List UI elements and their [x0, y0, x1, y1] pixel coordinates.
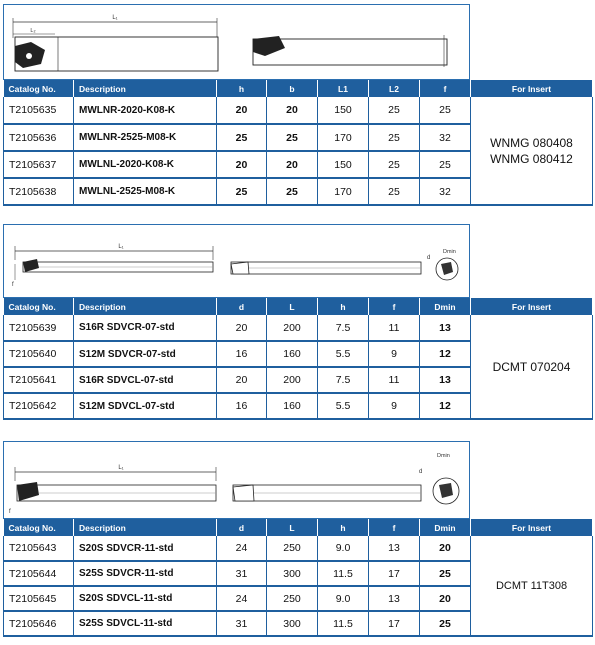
col-d: d: [217, 298, 267, 315]
value-cell: 25: [267, 124, 318, 151]
col-d: d: [217, 519, 267, 536]
col-l2: L2: [369, 80, 420, 97]
value-cell: 20: [217, 367, 267, 393]
dim-f-label: f: [12, 282, 14, 288]
col-description: Description: [74, 519, 217, 536]
catalog-cell: T2105640: [4, 341, 74, 367]
col-catalog: Catalog No.: [4, 519, 74, 536]
value-cell: 160: [267, 393, 318, 419]
catalog-cell: T2105636: [4, 124, 74, 151]
value-cell: 11.5: [318, 561, 369, 586]
value-cell: 11: [369, 315, 420, 341]
value-cell: 200: [267, 367, 318, 393]
value-cell: 200: [267, 315, 318, 341]
value-cell: 170: [318, 178, 369, 205]
description-cell: S25S SDVCR-11-std: [74, 561, 217, 586]
value-cell: 25: [420, 611, 471, 636]
col-h: h: [217, 80, 267, 97]
catalog-cell: T2105637: [4, 151, 74, 178]
header-row: [4, 80, 593, 97]
description-cell: S16R SDVCR-07-std: [74, 315, 217, 341]
dim-d-label: d: [427, 255, 431, 261]
description-cell: S20S SDVCL-11-std: [74, 586, 217, 611]
catalog-cell: T2105635: [4, 97, 74, 124]
col-dmin: Dmin: [420, 298, 471, 315]
value-cell: 160: [267, 341, 318, 367]
value-cell: 31: [217, 611, 267, 636]
value-cell: 24: [217, 586, 267, 611]
value-cell: 9.0: [318, 586, 369, 611]
catalog-cell: T2105644: [4, 561, 74, 586]
dim-dmin-label: Dmin: [437, 453, 450, 459]
value-cell: 25: [217, 178, 267, 205]
description-cell: MWLNR-2020-K08-K: [74, 97, 217, 124]
insert-line: DCMT 070204: [492, 359, 571, 374]
value-cell: 7.5: [318, 315, 369, 341]
description-cell: S12M SDVCR-07-std: [74, 341, 217, 367]
header-row: [4, 298, 593, 315]
insert-cell: [471, 315, 593, 419]
value-cell: 17: [369, 561, 420, 586]
value-cell: 25: [369, 151, 420, 178]
value-cell: 20: [420, 586, 471, 611]
col-h: h: [318, 298, 369, 315]
col-l: L: [267, 519, 318, 536]
value-cell: 250: [267, 586, 318, 611]
col-catalog: Catalog No.: [4, 80, 74, 97]
col-dmin: Dmin: [420, 519, 471, 536]
dim-d-label: d: [419, 469, 423, 475]
value-cell: 20: [267, 151, 318, 178]
value-cell: 31: [217, 561, 267, 586]
col-catalog: Catalog No.: [4, 298, 74, 315]
value-cell: 250: [267, 536, 318, 561]
value-cell: 9.0: [318, 536, 369, 561]
section-2: [3, 224, 592, 424]
description-cell: MWLNR-2525-M08-K: [74, 124, 217, 151]
insert-line: WNMG 080412: [490, 151, 573, 166]
insert-line: DCMT 11T308: [495, 579, 568, 592]
dim-f-label: f: [9, 509, 11, 515]
value-cell: 32: [420, 178, 471, 205]
catalog-cell: T2105646: [4, 611, 74, 636]
value-cell: 20: [267, 97, 318, 124]
col-f: f: [369, 298, 420, 315]
col-description: Description: [74, 298, 217, 315]
col-f: f: [420, 80, 471, 97]
col-insert: For Insert: [471, 519, 593, 536]
value-cell: 17: [369, 611, 420, 636]
value-cell: 25: [420, 151, 471, 178]
catalog-cell: T2105638: [4, 178, 74, 205]
value-cell: 25: [267, 178, 318, 205]
catalog-cell: T2105639: [4, 315, 74, 341]
col-insert: For Insert: [471, 80, 593, 97]
value-cell: 13: [420, 367, 471, 393]
value-cell: 16: [217, 341, 267, 367]
spec-table-1: [3, 80, 593, 206]
value-cell: 13: [420, 315, 471, 341]
description-cell: MWLNL-2525-M08-K: [74, 178, 217, 205]
col-l: L: [267, 298, 318, 315]
value-cell: 150: [318, 151, 369, 178]
value-cell: 12: [420, 341, 471, 367]
value-cell: 20: [217, 315, 267, 341]
table-row: [4, 315, 593, 341]
col-insert: For Insert: [471, 298, 593, 315]
catalog-cell: T2105642: [4, 393, 74, 419]
description-cell: S20S SDVCR-11-std: [74, 536, 217, 561]
dim-l2-label: L₂: [30, 28, 36, 34]
value-cell: 25: [420, 561, 471, 586]
header-row: [4, 519, 593, 536]
value-cell: 300: [267, 561, 318, 586]
description-cell: S12M SDVCL-07-std: [74, 393, 217, 419]
col-description: Description: [74, 80, 217, 97]
value-cell: 13: [369, 586, 420, 611]
col-h: h: [318, 519, 369, 536]
value-cell: 170: [318, 124, 369, 151]
catalog-cell: T2105641: [4, 367, 74, 393]
value-cell: 20: [420, 536, 471, 561]
value-cell: 12: [420, 393, 471, 419]
insert-cell: [471, 97, 593, 205]
spec-table-2: [3, 298, 593, 420]
value-cell: 5.5: [318, 341, 369, 367]
col-f: f: [369, 519, 420, 536]
value-cell: 25: [369, 178, 420, 205]
description-cell: MWLNL-2020-K08-K: [74, 151, 217, 178]
value-cell: 5.5: [318, 393, 369, 419]
value-cell: 13: [369, 536, 420, 561]
description-cell: S16R SDVCL-07-std: [74, 367, 217, 393]
value-cell: 11: [369, 367, 420, 393]
section-1: [3, 4, 592, 209]
table-row: [4, 97, 593, 124]
tool-drawing-3: [3, 441, 470, 519]
value-cell: 24: [217, 536, 267, 561]
value-cell: 25: [369, 97, 420, 124]
value-cell: 150: [318, 97, 369, 124]
value-cell: 25: [369, 124, 420, 151]
value-cell: 25: [420, 97, 471, 124]
value-cell: 11.5: [318, 611, 369, 636]
dim-l1-label: L₁: [112, 15, 118, 21]
value-cell: 9: [369, 341, 420, 367]
col-l1: L1: [318, 80, 369, 97]
spec-table-3: [3, 519, 593, 637]
value-cell: 16: [217, 393, 267, 419]
value-cell: 9: [369, 393, 420, 419]
catalog-cell: T2105643: [4, 536, 74, 561]
dim-l1-label: L₁: [118, 244, 124, 250]
section-3: [3, 441, 592, 641]
dim-l1-label: L₁: [118, 465, 124, 471]
tool-drawing-2: [3, 224, 470, 298]
value-cell: 300: [267, 611, 318, 636]
insert-line: WNMG 080408: [490, 135, 573, 150]
insert-cell: [471, 536, 593, 636]
description-cell: S25S SDVCL-11-std: [74, 611, 217, 636]
value-cell: 32: [420, 124, 471, 151]
value-cell: 25: [217, 124, 267, 151]
value-cell: 20: [217, 151, 267, 178]
col-b: b: [267, 80, 318, 97]
table-row: [4, 536, 593, 561]
value-cell: 7.5: [318, 367, 369, 393]
tool-drawing-1: [3, 4, 470, 80]
value-cell: 20: [217, 97, 267, 124]
dim-dmin-label: Dmin: [443, 249, 456, 255]
catalog-cell: T2105645: [4, 586, 74, 611]
